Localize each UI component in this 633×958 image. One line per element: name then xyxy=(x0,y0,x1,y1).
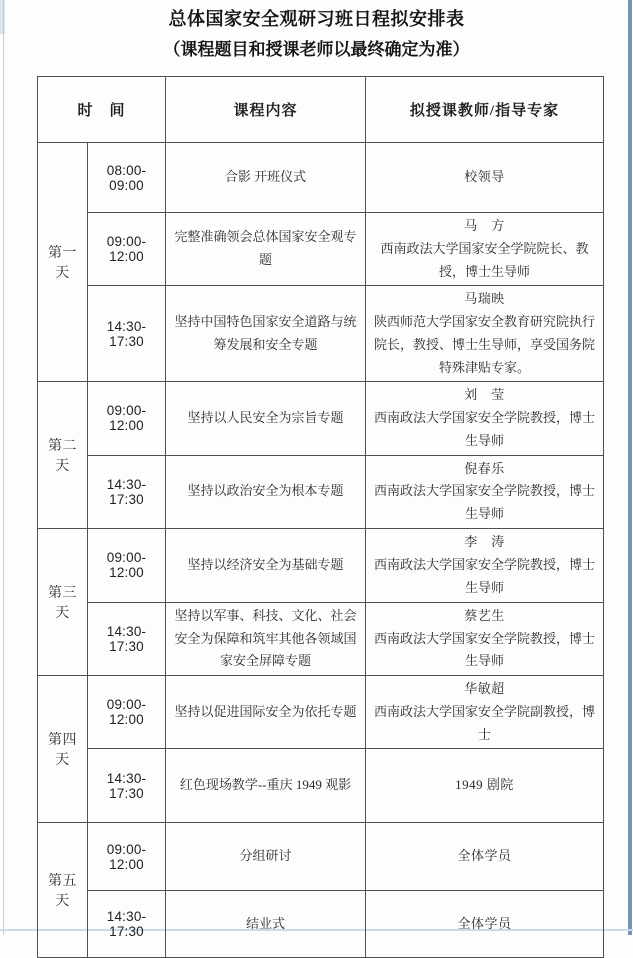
teacher-name: 蔡艺生 xyxy=(464,607,505,623)
teacher-cell xyxy=(366,602,604,675)
teacher-desc: 西南政法大学国家安全学院教授，博士生导师 xyxy=(374,556,596,595)
time-cell: 14:30-17:30 xyxy=(88,602,166,675)
course-cell: 坚持以促进国际安全为依托专题 xyxy=(166,676,366,749)
course-cell: 分组研讨 xyxy=(166,823,366,891)
teacher-name: 马瑞映 xyxy=(464,291,505,307)
teacher-desc: 西南政法大学国家安全学院院长、教授，博士生导师 xyxy=(380,240,589,279)
schedule-table xyxy=(37,76,604,958)
right-edge-line xyxy=(628,0,632,935)
header-teacher: 拟授课教师/指导专家 xyxy=(366,77,604,143)
time-cell: 08:00-09:00 xyxy=(88,143,166,213)
teacher-name: 1949 剧院 xyxy=(455,777,514,793)
time-cell: 09:00-12:00 xyxy=(88,528,166,602)
time-cell: 09:00-12:00 xyxy=(88,676,166,749)
teacher-desc: 西南政法大学国家安全学院教授，博士生导师 xyxy=(374,483,596,521)
day-cell: 第三天 xyxy=(38,528,88,675)
course-cell: 结业式 xyxy=(166,891,366,958)
teacher-cell xyxy=(366,382,604,455)
table-row xyxy=(38,455,604,528)
course-cell: 完整准确领会总体国家安全观专题 xyxy=(166,213,366,286)
teacher-desc: 西南政法大学国家安全学院副教授，博士 xyxy=(374,703,596,742)
teacher-name: 倪春乐 xyxy=(464,460,505,476)
table-row xyxy=(38,286,604,382)
teacher-desc: 西南政法大学国家安全学院教授，博士生导师 xyxy=(374,630,596,669)
teacher-cell xyxy=(366,213,604,286)
page-title: 总体国家安全观研习班日程拟安排表 xyxy=(168,9,465,29)
time-cell: 14:30-17:30 xyxy=(88,286,166,382)
teacher-name: 华敏超 xyxy=(464,681,505,696)
teacher-name: 马 方 xyxy=(464,218,505,233)
time-cell: 14:30-17:30 xyxy=(88,749,166,823)
header-course: 课程内容 xyxy=(166,77,366,143)
teacher-desc: 西南政法大学国家安全学院教授，博士生导师 xyxy=(374,410,596,448)
teacher-cell xyxy=(366,528,604,602)
table-row xyxy=(38,143,604,213)
teacher-cell xyxy=(366,891,604,958)
teacher-name: 全体学员 xyxy=(457,915,512,931)
course-cell: 坚持以人民安全为宗旨专题 xyxy=(166,382,366,455)
day-cell: 第二天 xyxy=(38,382,88,529)
teacher-name: 李 涛 xyxy=(464,534,505,550)
table-row xyxy=(38,823,604,891)
course-cell: 坚持中国特色国家安全道路与统筹发展和安全专题 xyxy=(166,286,366,382)
day-cell: 第五天 xyxy=(38,823,88,958)
course-cell: 坚持以政治安全为根本专题 xyxy=(166,455,366,528)
teacher-cell xyxy=(366,286,604,382)
course-cell: 合影 开班仪式 xyxy=(166,143,366,213)
teacher-name: 全体学员 xyxy=(457,848,512,864)
table-row xyxy=(38,382,604,455)
time-cell: 14:30-17:30 xyxy=(88,455,166,528)
page-subtitle: （课程题目和授课老师以最终确定为准） xyxy=(163,40,470,59)
day-cell: 第一天 xyxy=(38,143,88,382)
day-cell: 第四天 xyxy=(38,676,88,823)
table-row xyxy=(38,602,604,675)
teacher-cell xyxy=(366,749,604,823)
left-edge-line xyxy=(3,0,4,935)
table-row xyxy=(38,676,604,749)
teacher-cell xyxy=(366,455,604,528)
teacher-name: 刘 莹 xyxy=(464,387,505,403)
teacher-cell xyxy=(366,143,604,213)
table-row xyxy=(38,891,604,958)
course-cell: 坚持以军事、科技、文化、社会安全为保障和筑牢其他各领域国家安全屏障专题 xyxy=(166,602,366,675)
time-cell: 09:00-12:00 xyxy=(88,382,166,455)
course-cell: 红色现场教学--重庆 1949 观影 xyxy=(166,749,366,823)
table-row xyxy=(38,528,604,602)
time-cell: 09:00-12:00 xyxy=(88,823,166,891)
course-cell: 坚持以经济安全为基础专题 xyxy=(166,528,366,602)
teacher-cell xyxy=(366,676,604,749)
header-time: 时 间 xyxy=(38,77,166,143)
table-row xyxy=(38,749,604,823)
time-cell: 09:00-12:00 xyxy=(88,213,166,286)
table-row xyxy=(38,213,604,286)
teacher-name: 校领导 xyxy=(464,169,505,185)
teacher-cell xyxy=(366,823,604,891)
teacher-desc: 陕西师范大学国家安全教育研究院执行院长，教授、博士生导师，享受国务院特殊津贴专家。 xyxy=(374,314,596,375)
header-row xyxy=(38,77,604,143)
time-cell: 14:30-17:30 xyxy=(88,891,166,958)
